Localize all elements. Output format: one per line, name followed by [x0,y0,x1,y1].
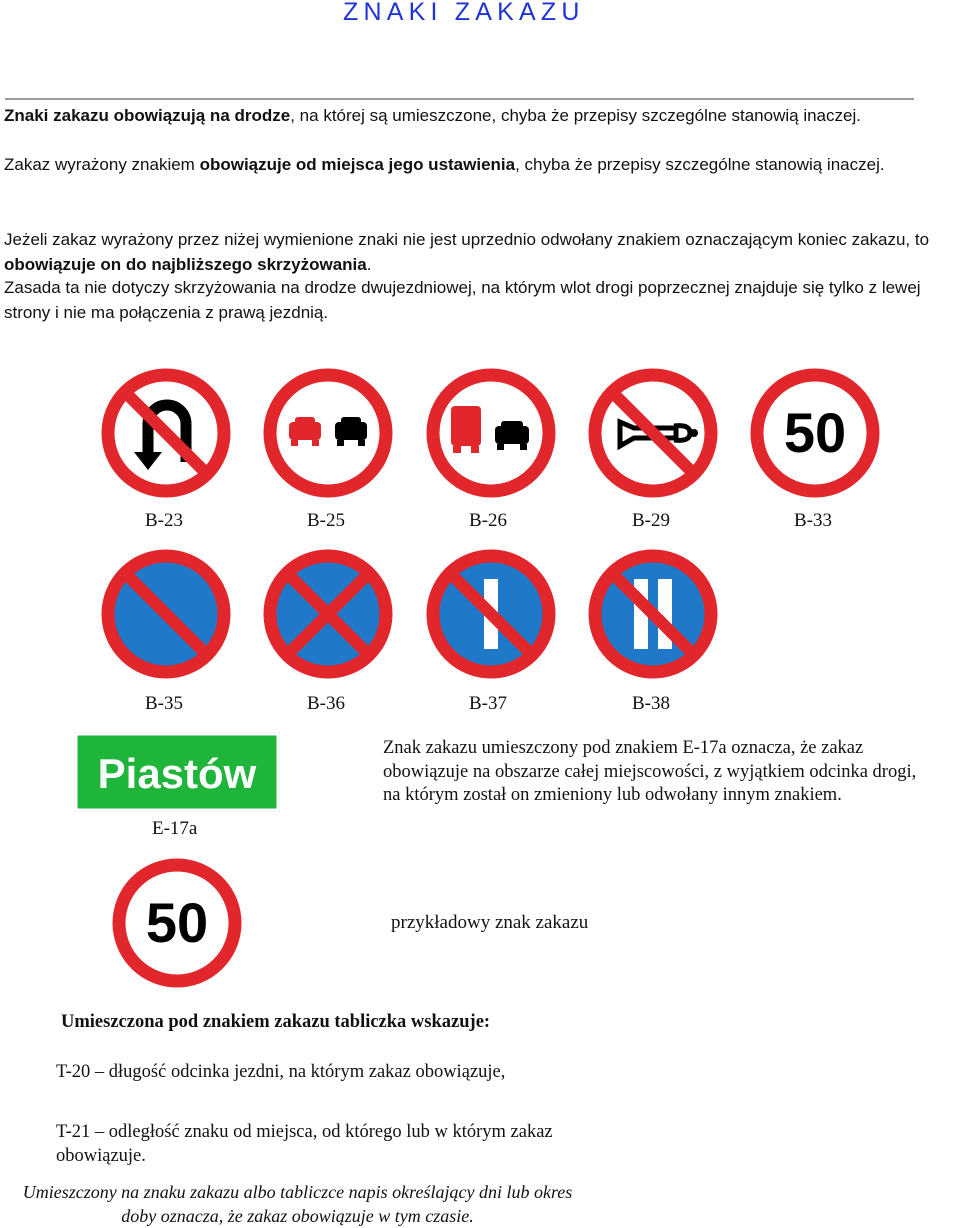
example-speed-value: 50 [145,891,209,954]
page-title: ZNAKI ZAKAZU [343,0,585,26]
no-u-turn-sign [99,366,233,500]
example-caption: przykładowy znak zakazu [391,912,589,933]
plate-t21-text: T-21 – odległość znaku od miejsca, od którego lub w którym zakaz obowiązuje. [56,1122,553,1166]
intro-paragraph-1 [4,104,959,129]
intro-p3-end: . [366,254,372,274]
e17a-description: Znak zakazu umieszczony pod znakiem E-17a oznacza, że zakaz obowiązuje na obszarze całej miejscowości, z wyjątkiem odcinka drogi, na którym został on zmieniony lub odwołany innym znakiem. [383,738,917,805]
time-restriction-note: Umieszczony na znaku zakazu albo tabliczce napis określający dni lub okres doby oznacza, że zakaz obowiązuje w tym czasie. [22,1182,573,1226]
intro-paragraph-4: Zasada ta nie dotyczy skrzyżowania na drodze dwujezdniowej, na którym wlot drogi poprzecznej znajduje się tylko z lewej strony i nie ma połączenia z prawą jezdnią. [4,278,921,322]
town-name-text: Piastów [97,750,257,797]
intro-p2-bold: obowiązuje od miejsca jego ustawienia [199,155,516,174]
no-horn-sign [586,366,720,500]
sign-code-b37: B-37 [469,693,507,714]
no-overtaking-by-trucks-sign [424,366,558,500]
title-divider [5,98,914,100]
intro-paragraph-3 [4,228,959,277]
intro-p3-start: Jeżeli zakaz wyrażony przez niżej wymienione znaki nie jest uprzednio odwołany znakiem oznaczającym koniec zakazu, to [4,230,930,249]
example-speed-limit-sign [110,856,244,990]
plate-t20-text: T-20 – długość odcinka jezdni, na którym zakaz obowiązuje, [56,1062,506,1082]
intro-p1-bold: Znaki zakazu obowiązują na drodze [4,106,291,125]
sign-code-b33: B-33 [794,510,832,531]
sign-code-b35: B-35 [145,693,183,714]
intro-p2-rest: , chyba że przepisy szczególne stanowią inaczej. [515,155,885,174]
intro-p2-start: Zakaz wyrażony znakiem [4,155,200,174]
sign-code-b23: B-23 [145,510,183,531]
intro-p3-bold: obowiązuje on do najbliższego skrzyżowania [4,254,367,274]
sign-code-b29: B-29 [632,510,670,531]
plates-heading: Umieszczona pod znakiem zakazu tabliczka wskazuje: [61,1012,491,1032]
speed-limit-value: 50 [783,401,847,464]
no-stopping-sign [261,547,395,681]
sign-code-b26: B-26 [469,510,507,531]
no-parking-odd-days-sign [424,547,558,681]
intro-paragraph-2 [4,153,959,178]
town-name-sign [74,732,280,812]
no-overtaking-sign [261,366,395,500]
intro-p1-rest: , na której są umieszczone, chyba że przepisy szczególne stanowią inaczej. [290,106,861,125]
sign-code-b38: B-38 [632,693,670,714]
sign-code-b25: B-25 [307,510,345,531]
sign-code-b36: B-36 [307,693,345,714]
no-parking-sign [99,547,233,681]
no-parking-even-days-sign [586,547,720,681]
sign-code-e17a: E-17a [152,818,198,839]
speed-limit-sign [748,366,882,500]
